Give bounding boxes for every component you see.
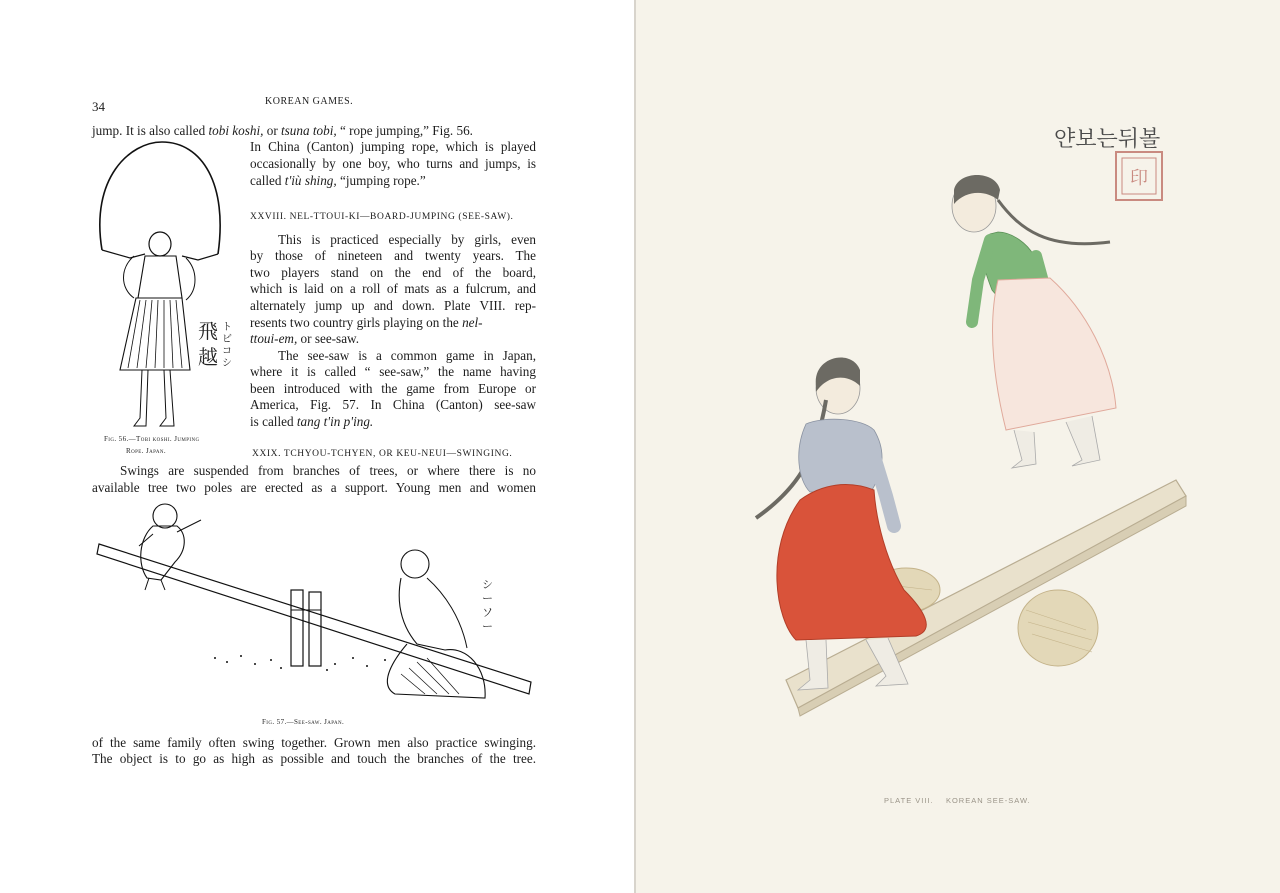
text-line: In China (Canton) jumping rope, which is played <box>250 139 536 154</box>
text-line: of the same family often swing together. Grown men also practice swinging. <box>92 735 536 750</box>
text-line <box>250 331 359 348</box>
text-line: which is laid on a roll of mats as a fulcrum, and <box>250 281 536 296</box>
text-fragment: called <box>250 173 285 188</box>
text-line: been introduced with the game from Europe or <box>250 381 536 396</box>
italic-term: tang t'in p'ing. <box>296 414 374 429</box>
korean-see-saw-painting <box>736 160 1206 720</box>
italic-term: tobi koshi, <box>208 123 264 138</box>
running-head: KOREAN GAMES. <box>265 96 354 107</box>
text-line: America, Fig. 57. In China (Canton) see-saw <box>250 397 536 412</box>
fig57-see-saw-illustration <box>95 498 540 718</box>
text-fragment: or <box>263 123 282 138</box>
section-heading-xxviii: XXVIII. NEL-TTOUI-KI—BOARD-JUMPING (SEE-SAW). <box>250 212 514 222</box>
text-line: by those of nineteen and twenty years. The <box>250 248 536 263</box>
text-fragment: resents two country girls playing on the <box>250 315 463 330</box>
italic-term: nel- <box>462 315 483 330</box>
text-line <box>250 173 426 190</box>
text-fragment: “jumping rope.” <box>336 173 426 188</box>
text-line <box>250 315 483 332</box>
text-line: The see-saw is a common game in Japan, <box>278 348 536 363</box>
fig57-kana-inscription: シーソー <box>482 578 493 633</box>
fig56-kana-inscription: トビコシ <box>222 322 232 369</box>
seal-text: 印 <box>1130 168 1148 189</box>
text-line: two players stand on the end of the board, <box>250 265 536 280</box>
text-fragment: or see-saw. <box>297 331 360 346</box>
italic-term: t'iù shing, <box>284 173 337 188</box>
text-fragment: “ rope jumping,” Fig. 56. <box>336 123 473 138</box>
italic-term: tsuna tobi, <box>281 123 337 138</box>
plate-caption: PLATE VIII. KOREAN SEE-SAW. <box>884 796 1031 805</box>
fig57-caption: Fig. 57.—See-saw. Japan. <box>262 718 345 726</box>
left-page <box>0 0 634 893</box>
text-line: Swings are suspended from branches of trees, or where there is no <box>120 463 536 478</box>
text-fragment: jump. It is also called <box>92 123 206 138</box>
section-heading-xxix: XXIX. TCHYOU-TCHYEN, OR KEU-NEUI—SWINGING. <box>252 449 513 459</box>
fig56-kanji-inscription: 飛越 <box>198 319 218 369</box>
text-line: alternately jump up and down. Plate VIII. rep- <box>250 298 536 313</box>
text-fragment: is called <box>250 414 297 429</box>
italic-term: ttoui-em, <box>250 331 298 346</box>
text-line: occasionally by one boy, who turns and jumps, is <box>250 156 536 171</box>
page-number: 34 <box>92 99 105 114</box>
text-line: where it is called “ see-saw,” the name having <box>250 364 536 379</box>
fig56-caption-line2: Rope. Japan. <box>126 447 167 455</box>
fig56-jump-rope-illustration <box>90 138 250 433</box>
right-page-plate <box>636 0 1280 893</box>
text-line: available tree two poles are erected as a support. Young men and women <box>92 480 536 495</box>
fig56-caption-line1: Fig. 56.—Tobi koshi. Jumping <box>104 435 200 443</box>
text-line <box>250 414 373 431</box>
korean-inscription: 얀보는뒤볼 <box>1054 127 1161 152</box>
text-line: The object is to go as high as possible and touch the branches of the tree. <box>92 751 536 766</box>
text-line: This is practiced especially by girls, even <box>278 232 536 247</box>
